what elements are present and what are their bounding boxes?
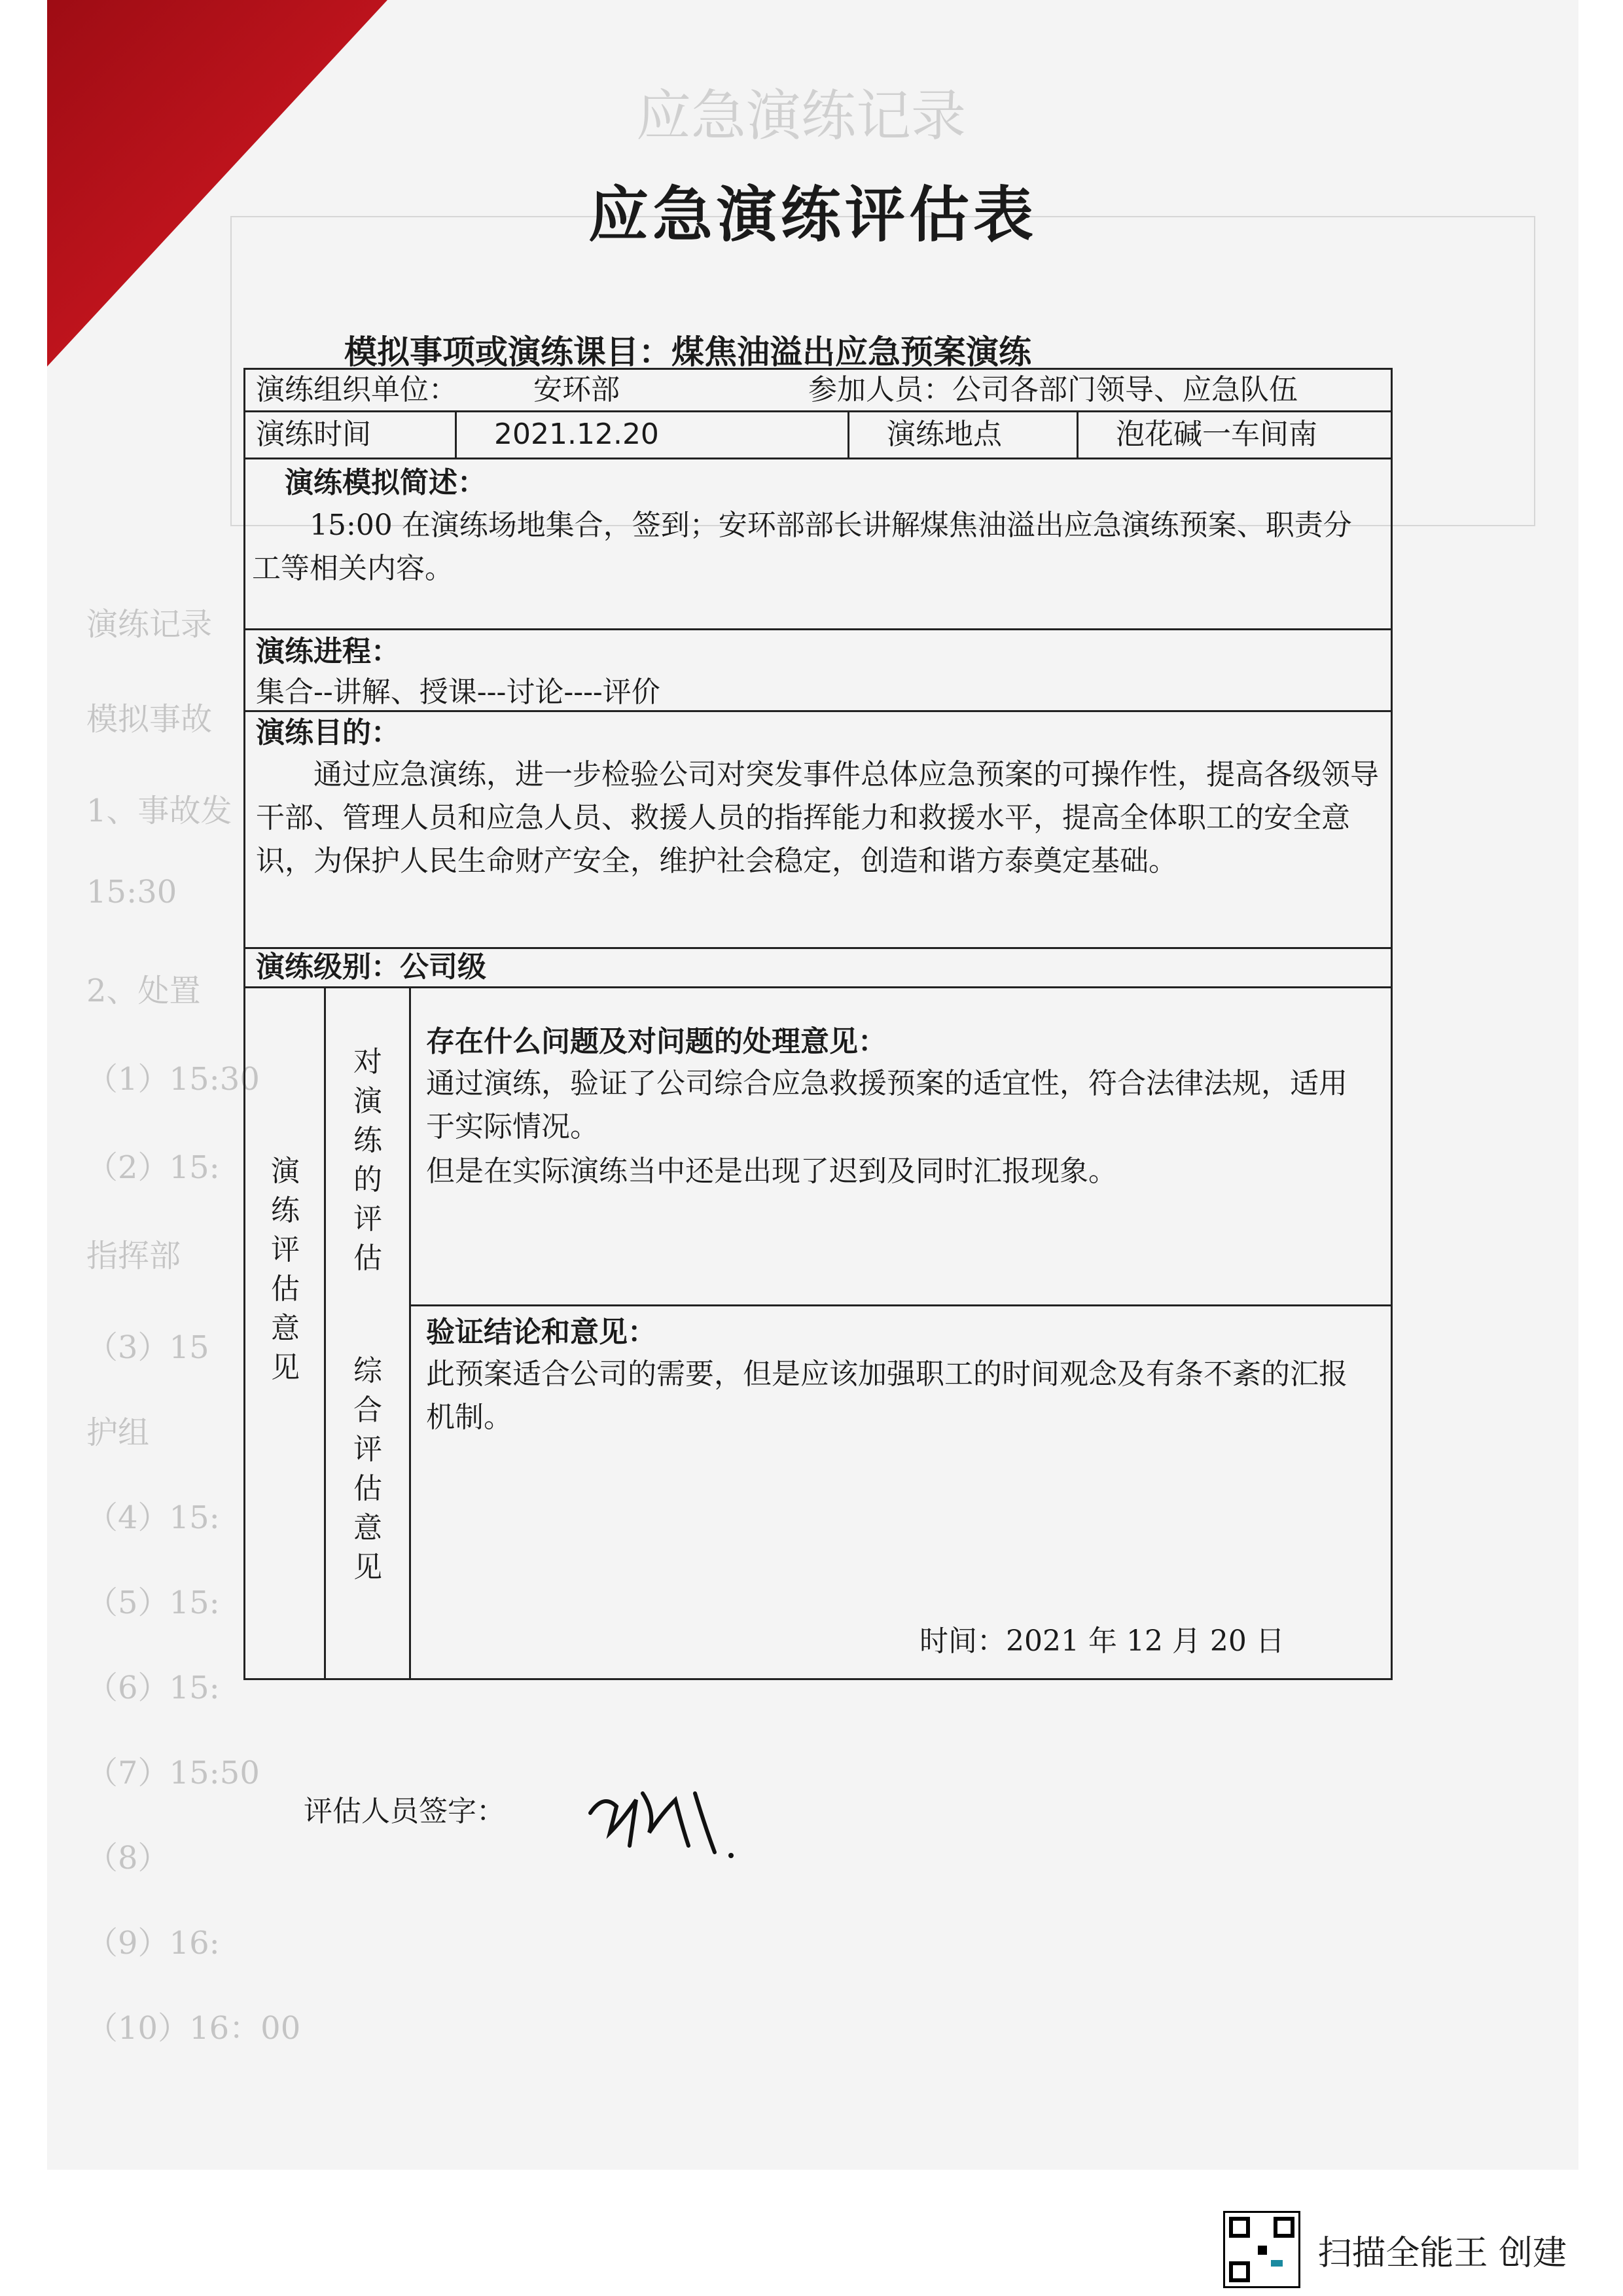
place-label: 演练地点 [887,418,1002,451]
bg-title: 应急演练记录 [636,84,967,148]
org-label: 演练组织单位： [256,373,457,406]
participants: 参加人员：公司各部门领导、应急队伍 [808,373,1298,406]
summary-label: 演练模拟简述： [285,466,486,499]
org-value: 安环部 [533,373,620,406]
conclusion-label: 验证结论和意见： [426,1316,656,1349]
bg-line: （2）15: [86,1149,220,1186]
time-value: 2021.12.20 [494,418,659,451]
bg-line: （5）15: [86,1585,220,1621]
scanned-page [47,0,1578,2170]
signer-label: 评估人员签字： [304,1795,505,1828]
drill-subject: 模拟事项或演练课目：煤焦油溢出应急预案演练 [344,332,1031,371]
bg-line: （4）15: [86,1499,220,1536]
bg-line: （9）16: [86,1925,220,1962]
drill-eval-label: 对演练的评估 [353,1045,382,1275]
bg-line: 演练记录 [86,606,213,643]
scanner-watermark [1223,2211,1567,2288]
bg-line: （1）15:30 [86,1061,260,1098]
col-divider [1077,410,1079,457]
purpose-text: 通过应急演练，进一步检验公司对突发事件总体应急预案的可操作性，提高各级领导干部、管理人员和应急人员、救援人员的指挥能力和救援水平，提高全体职工的安全意识，为保护人民生命财产安全，维护社会稳定，创造和谐方泰奠定基础。 [256,758,1379,878]
summary-text: 15:00 在演练场地集合，签到；安环部部长讲解煤焦油溢出应急演练预案、职责分工等相关内容。 [252,509,1352,585]
evaluation-form [243,368,1393,1680]
bg-line: 护组 [86,1414,150,1451]
process-label: 演练进程： [256,635,400,668]
row-divider [245,457,1391,459]
issues-label: 存在什么问题及对问题的处理意见： [426,1025,887,1058]
time-label: 演练时间 [256,418,371,451]
handwritten-signature [584,1774,741,1865]
bg-line: （3）15 [86,1329,209,1366]
col-divider [409,986,411,1680]
bg-line: （7）15:50 [86,1755,260,1791]
row-divider [245,628,1391,630]
place-value: 泡花碱一车间南 [1116,418,1317,451]
bg-line: （10）16：00 [86,2010,301,2047]
bg-line: 1、事故发 [86,793,232,829]
qr-code-icon [1223,2211,1300,2288]
bg-line: （8） [86,1840,169,1876]
eval-date: 时间：2021 年 12 月 20 日 [919,1624,1285,1658]
level-text: 演练级别：公司级 [256,950,486,984]
scanner-brand: 扫描全能王 创建 [1317,2233,1567,2273]
issues-text: 通过演练，验证了公司综合应急救援预案的适宜性，符合法律法规，适用于实际情况。 [426,1067,1347,1143]
bg-line: 15:30 [86,874,177,910]
purpose-label: 演练目的： [256,716,400,749]
issues-text: 但是在实际演练当中还是出现了迟到及同时汇报现象。 [426,1155,1117,1188]
conclusion-text: 此预案适合公司的需要，但是应该加强职工的时间观念及有条不紊的汇报机制。 [426,1357,1347,1434]
bg-line: 指挥部 [86,1238,181,1274]
col-divider [847,410,849,457]
page-title: 应急演练评估表 [588,179,1037,250]
bg-line: （6）15: [86,1670,220,1706]
process-text: 集合--讲解、授课---讨论----评价 [256,675,660,709]
eval-label: 演练评估意见 [271,1155,300,1384]
overall-label: 综合评估意见 [353,1354,382,1584]
col-divider [455,410,457,457]
bg-line: 模拟事故 [86,701,213,738]
col-divider [324,986,326,1680]
bg-line: 2、处置 [86,973,201,1009]
row-divider [409,1304,1391,1306]
